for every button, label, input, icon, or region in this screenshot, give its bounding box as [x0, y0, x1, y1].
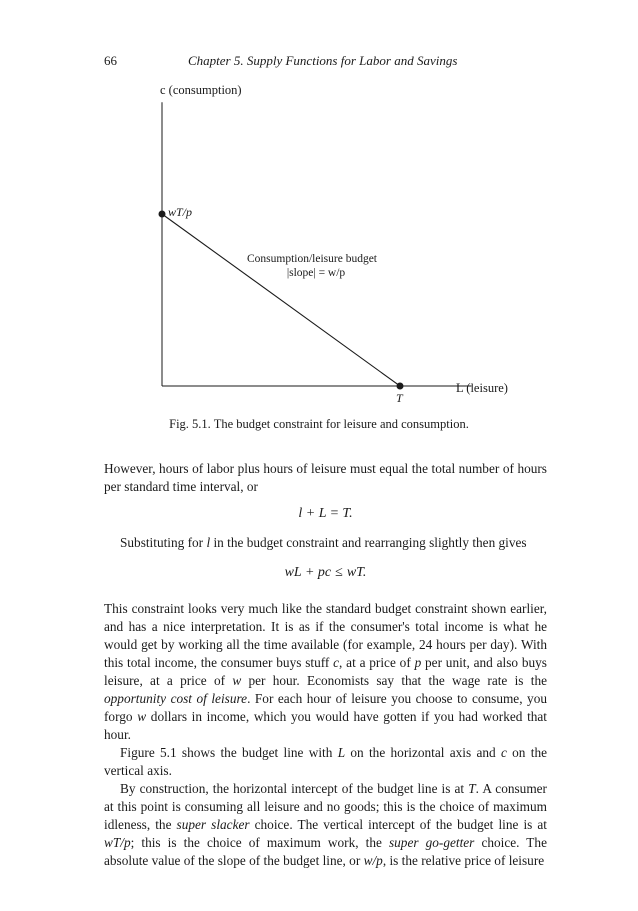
x-axis-label: L (leisure)	[456, 381, 508, 395]
budget-constraint-figure	[0, 0, 638, 415]
x-intercept-point	[397, 383, 404, 390]
paragraph-5: By construction, the horizontal intercept of the budget line is at T. A consumer at this point is consuming all leisure and no goods; this is the choice of maximum idleness, the super slacker choice. The vertical intercept of the budget line is at wT/p; this is the choice of maximum work, the super go-getter choice. The absolute value of the slope of the budget line, or w/p, is the relative price of leisure	[104, 781, 547, 868]
figure-caption: Fig. 5.1. The budget constraint for leisure and consumption.	[169, 417, 469, 431]
paragraph-4: Figure 5.1 shows the budget line with L on the horizontal axis and c on the vertical axis.	[104, 745, 547, 778]
x-intercept-label: T	[396, 391, 403, 405]
budget-line	[162, 214, 400, 386]
equation-leisure-identity: l + L = T.	[298, 506, 353, 521]
page-number: 66	[104, 53, 117, 68]
paragraph-1: However, hours of labor plus hours of leisure must equal the total number of hours per standard time interval, or	[104, 461, 547, 494]
budget-line-annotation: Consumption/leisure budget	[246, 253, 378, 265]
chapter-title: Chapter 5. Supply Functions for Labor and Savings	[188, 53, 458, 68]
y-intercept-point	[159, 211, 166, 218]
y-intercept-label: wT/p	[168, 205, 193, 219]
slope-annotation: |slope| = w/p	[286, 267, 346, 279]
paragraph-2: Substituting for l in the budget constraint and rearranging slightly then gives	[120, 535, 527, 550]
equation-budget-constraint: wL + pc ≤ wT.	[284, 565, 367, 580]
paragraph-3: This constraint looks very much like the standard budget constraint shown earlier, and has a nice interpretation. It is as if the consumer's total income is what he would get by working all the time available (for example, 24 hours per day). With this total income, the consumer buys stuff c, at a price of p per unit, and also buys leisure, at a price of w per hour. Economists say that the wage rate is the opportunity cost of leisure. For each hour of leisure you choose to consume, you forgo w dollars in income, which you would have gotten if you had worked that hour.	[104, 601, 548, 742]
y-axis-label: c (consumption)	[160, 83, 242, 97]
